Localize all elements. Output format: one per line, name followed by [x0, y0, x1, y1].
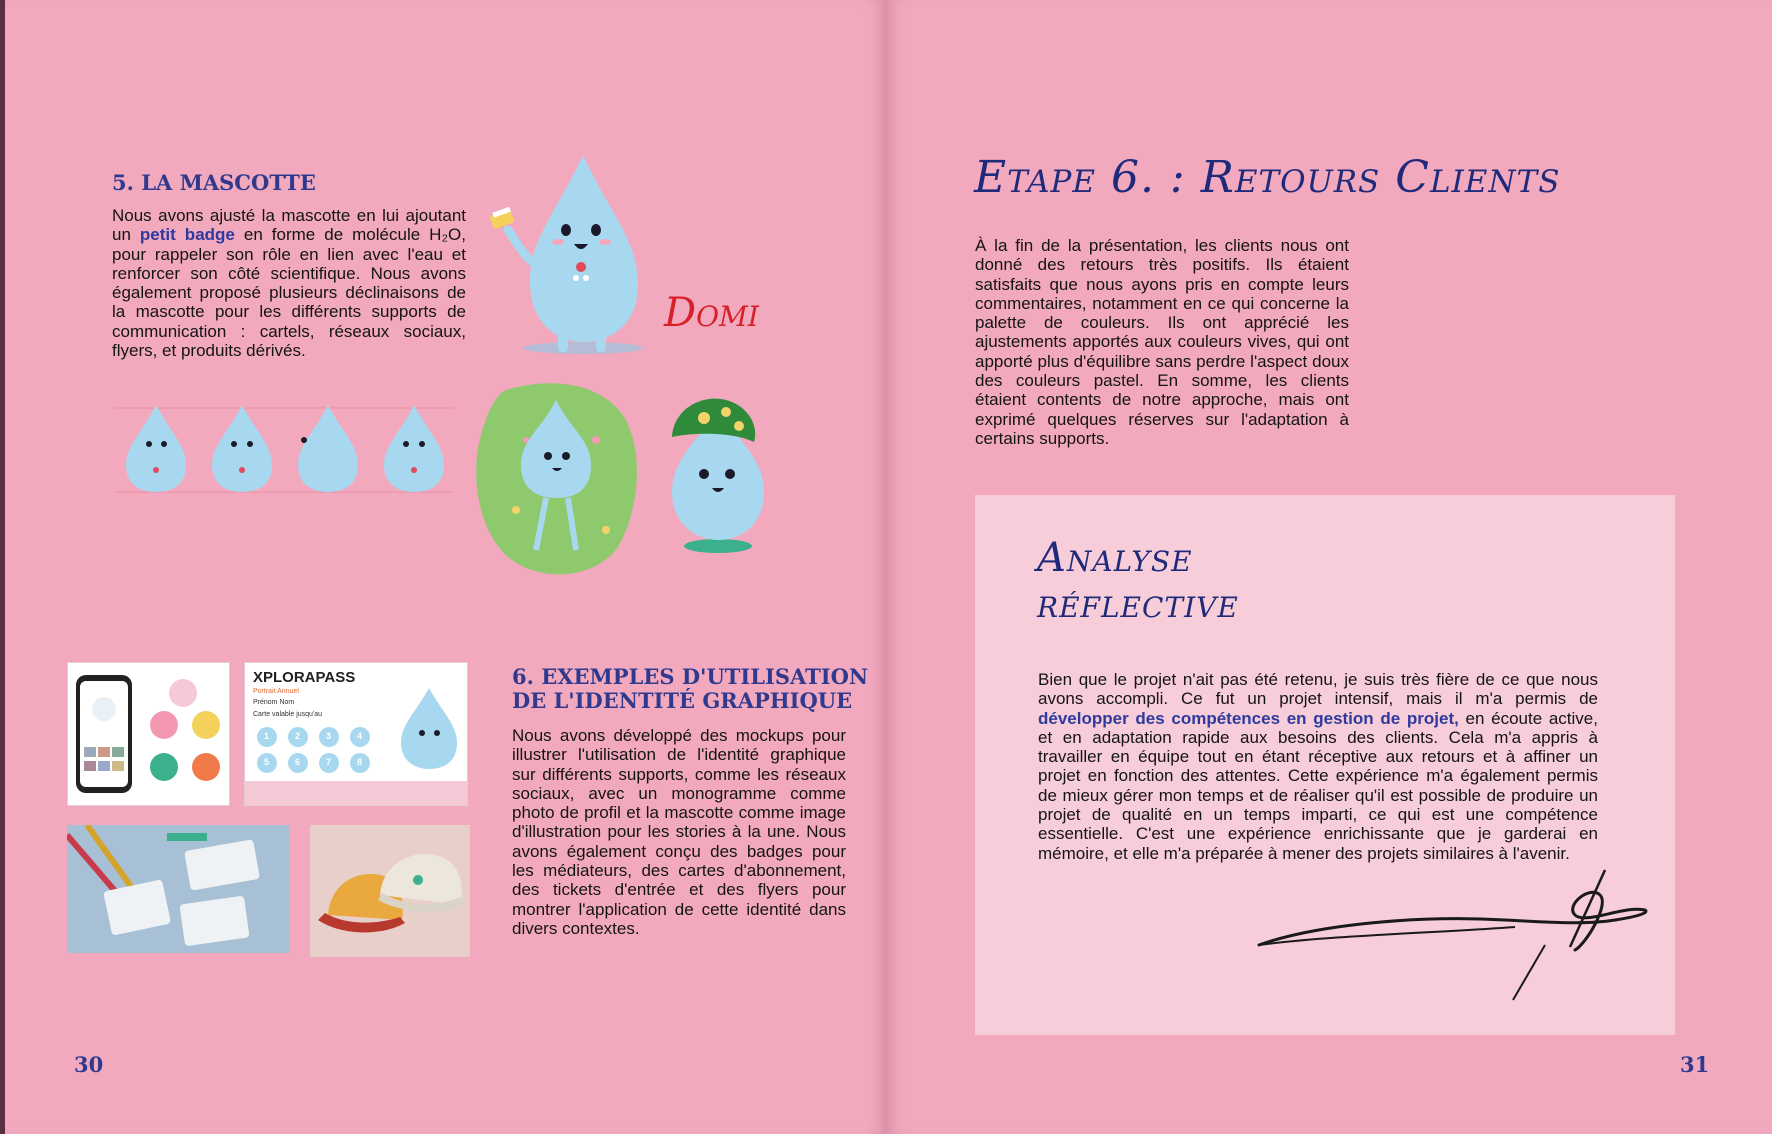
mascot-paragraph	[112, 206, 466, 360]
explorapass-footer	[245, 781, 467, 805]
explorapass-subtitle: Portrait Annuel	[253, 688, 299, 695]
mascot-variant-3	[298, 405, 358, 492]
step6-paragraph: À la fin de la présentation, les clients nous ont donné des retours très positifs. Ils étaient satisfaits que nous ayons pris en compte leurs commentaires, notamment en ce qui concerne la palette de couleurs. Ils ont apprécié les ajustements apportés aux couleurs vives, qui ont apporté plus d'équilibre sans perdre l'aspect doux des couleurs pastel. En somme, les clients étaient contents de notre approche, mais ont exprimé quelques réserves sur l'adaptation à certains supports.	[975, 236, 1349, 448]
mascot-highlight: petit badge	[139, 225, 235, 245]
explorapass-card	[244, 662, 468, 806]
analysis-heading	[1037, 535, 1239, 627]
caps-mockup-photo	[310, 825, 470, 957]
analysis-heading-line1: Analyse	[1037, 535, 1193, 581]
page-number-right: 31	[1680, 1052, 1710, 1077]
signature-image	[1255, 865, 1655, 1005]
explorapass-title: XPLORAPASS	[253, 669, 356, 686]
badges-mockup-photo	[67, 825, 289, 953]
social-mockup-thumbnail	[67, 662, 230, 806]
badge-lanyards-image	[67, 825, 289, 953]
analysis-paragraph	[1038, 670, 1598, 863]
analysis-text-part2: en écoute active, et en adaptation rapide aux besoins des clients. Cela m'a appris à travailler en équipe tout en étant réceptive aux retours et à affiner un projet en fonction des attentes. Cette expérience m'a également permis de mieux gérer mon temps et de réaliser qu'il est possible de produire un projet de qualité en un temps imparti, ce qui est une compétence essentielle. C'est une expérience enrichissante que je garderai en mémoire, et elle m'a préparée à mener des projets similaires à l'avenir.	[1038, 708, 1598, 863]
caps-image	[310, 825, 470, 957]
explorapass-field-name: Prénom Nom	[253, 699, 295, 706]
book-edge	[0, 0, 5, 1134]
mascot-variant-1	[126, 405, 186, 492]
right-page	[886, 0, 1772, 1134]
usage-paragraph: Nous avons développé des mockups pour illustrer l'utilisation de l'identité graphique sur différents supports, comme les réseaux sociaux, avec un monogramme comme photo de profil et la mascotte comme image d'illustration pour les stories à la une. Nous avons également conçu des badges pour les médiateurs, des cartes d'abonnement, des tickets d'entrée et des flyers pour montrer l'application de cette identité dans divers contextes.	[512, 726, 846, 938]
mascot-variants-row	[114, 400, 454, 500]
explorapass-numbers: 1 2 3 4 5 6 7 8	[264, 731, 363, 767]
page-number-left: 30	[74, 1052, 104, 1077]
mascot-variant-4	[384, 405, 444, 492]
mascot-name-label: Domi	[664, 290, 759, 336]
explorapass-mascot-icon	[395, 683, 463, 773]
step6-heading: Etape 6. : Retours Clients	[974, 152, 1561, 203]
mascot-text-part1: Nous avons ajusté la mascotte en lui ajoutant un	[112, 206, 466, 245]
usage-heading-line1: 6. EXEMPLES D'UTILISATION	[512, 664, 869, 689]
mascot-heading: 5. LA MASCOTTE	[112, 170, 316, 195]
explorapass-field-validity: Carte valable jusqu'au	[253, 711, 323, 718]
analysis-heading-line2: réflective	[1037, 581, 1239, 627]
analysis-text-part1: Bien que le projet n'ait pas été retenu, je suis très fière de ce que nous avons accompli. Ce fut un projet intensif, mais il m'a permis de	[1038, 670, 1598, 709]
mascot-variant-2	[212, 405, 272, 492]
mascot-hat-illustration	[664, 392, 772, 554]
analysis-highlight: développer des compétences en gestion de projet,	[1038, 708, 1459, 728]
usage-heading	[512, 665, 868, 713]
mascot-grass-illustration	[476, 380, 642, 578]
phone-mockup-icon	[68, 663, 229, 805]
analysis-panel	[975, 495, 1675, 1035]
usage-heading-line2: DE L'IDENTITÉ GRAPHIQUE	[512, 688, 853, 713]
mascot-text-part2: en forme de molécule H₂O, pour rappeler son rôle en lien avec l'eau et renforcer son côté scientifique. Nous avons également proposé plusieurs déclinaisons de la mascotte pour les différents supports de communication : cartels, réseaux sociaux, flyers, et produits dérivés.	[112, 225, 467, 361]
